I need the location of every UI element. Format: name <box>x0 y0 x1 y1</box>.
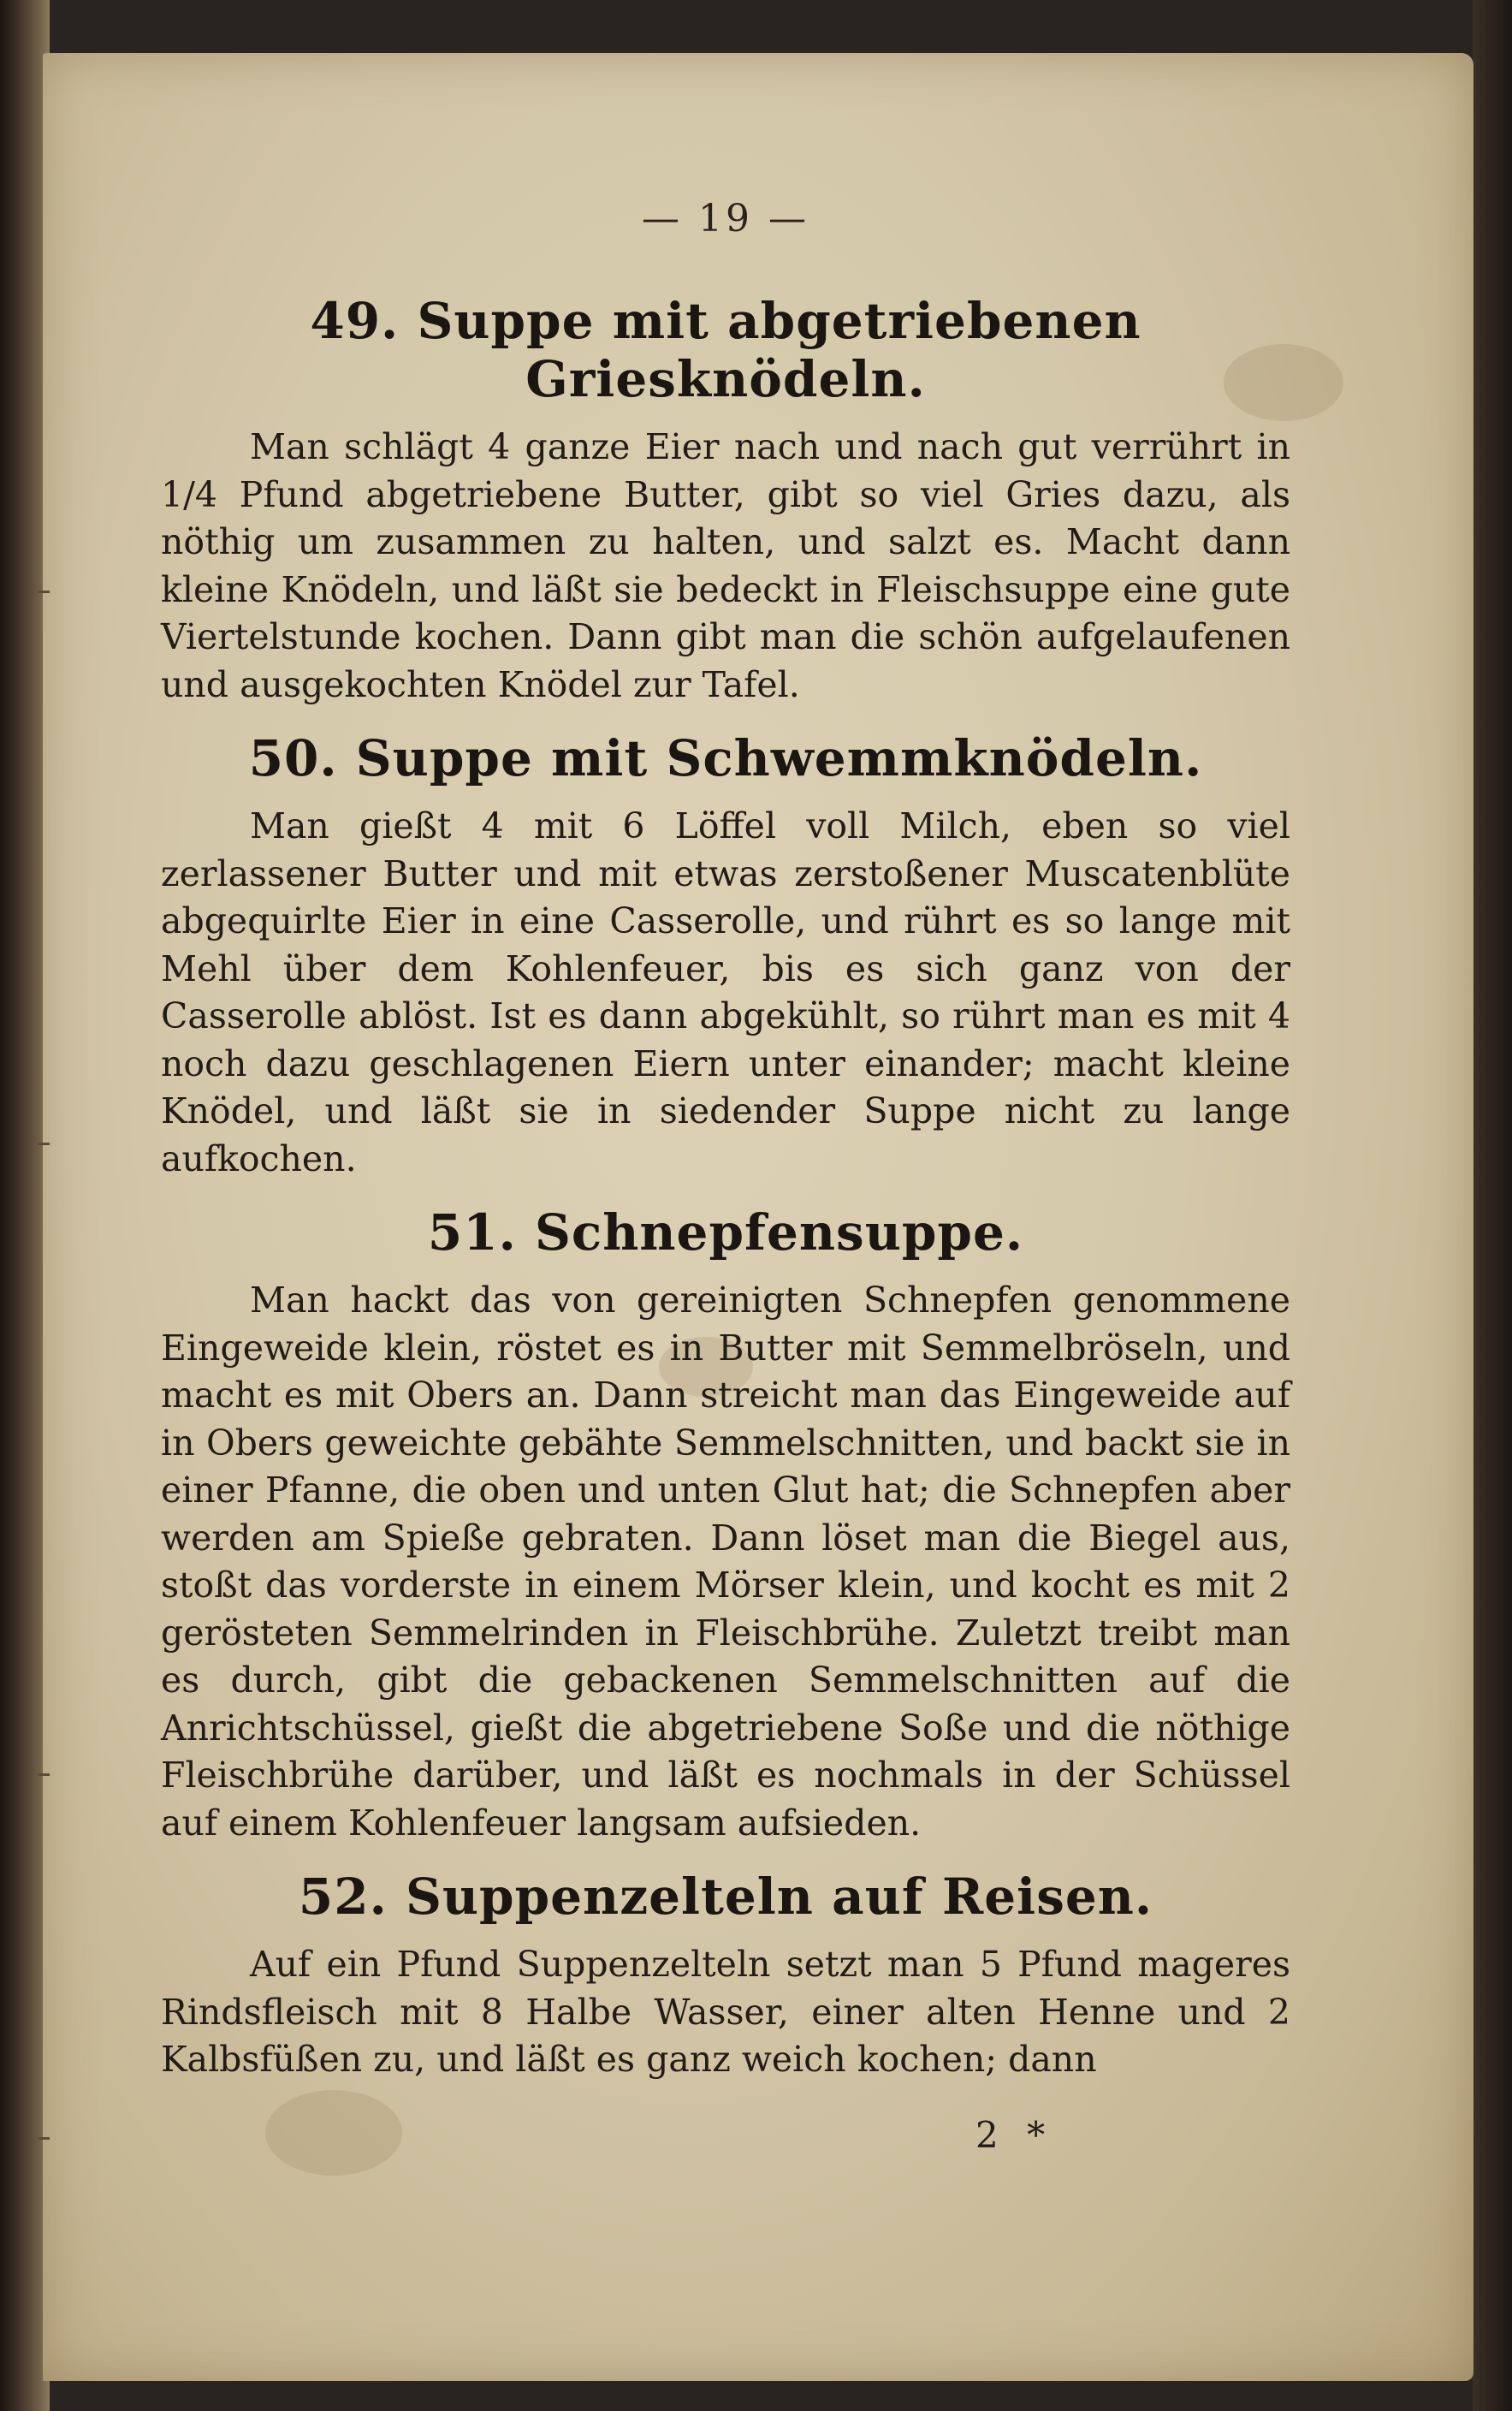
recipe-52 <box>161 1868 1290 2084</box>
margin-mark <box>38 591 50 593</box>
recipe-49 <box>161 292 1290 709</box>
page-edge-shadow <box>1473 0 1512 2411</box>
margin-mark <box>38 2137 50 2140</box>
recipe-body: Man schlägt 4 ganze Eier nach und nach gut verrührt in 1/4 Pfund abgetriebene Butter, gibt so viel Gries dazu, als nöthig um zusammen zu halten, und salzt es. Macht dann kleine Knödeln, und läßt sie bedeckt in Fleischsuppe eine gute Viertelstunde kochen. Dann gibt man die schön aufgelaufenen und ausgekochten Knödel zur Tafel. <box>161 426 1290 705</box>
recipe-body: Man gießt 4 mit 6 Löffel voll Milch, eben so viel zerlassener Butter und mit etwas zerstoßener Muscatenblüte abgequirlte Eier in eine Casserolle, und rührt es so lange mit Mehl über dem Kohlenfeuer, bis es sich ganz von der Casserolle ablöst. Ist es dann abgekühlt, so rührt man es mit 4 noch dazu geschlagenen Eiern unter einander; macht kleine Knödel, und läßt sie in siedender Suppe nicht zu lange aufkochen. <box>161 805 1290 1179</box>
recipe-body: Man hackt das von gereinigten Schnepfen genommene Eingeweide klein, röstet es in Butter mit Semmelbröseln, und macht es mit Obers an. Dann streicht man das Eingeweide auf in Obers geweichte gebähte Semmelschnitten, und backt sie in einer Pfanne, die oben und unten Glut hat; die Schnepfen aber werden am Spieße gebraten. Dann löset man die Biegel aus, stoßt das vorderste in einem Mörser klein, und kocht es mit 2 gerösteten Semmelrinden in Fleischbrühe. Zuletzt treibt man es durch, gibt die gebackenen Semmelschnitten auf die Anrichtschüssel, gießt die abgetriebene Soße und die nöthige Fleischbrühe darüber, und läßt es nochmals in der Schüssel auf einem Kohlenfeuer langsam aufsieden. <box>161 1280 1290 1844</box>
recipe-51 <box>161 1203 1290 1847</box>
recipe-50 <box>161 729 1290 1183</box>
recipe-title: 52. Suppenzelteln auf Reisen. <box>298 1868 1153 1926</box>
margin-mark <box>38 1773 50 1776</box>
sheet-signature-mark: 2 * <box>975 2114 1054 2156</box>
recipe-title: 50. Suppe mit Schwemmknödeln. <box>248 729 1203 787</box>
page-number: — 19 — <box>642 197 809 241</box>
recipe-body: Auf ein Pfund Suppenzelteln setzt man 5 Pfund mageres Rindsfleisch mit 8 Halbe Wasser, einer alten Henne und 2 Kalbsfüßen zu, und läßt es ganz weich kochen; dann <box>161 1944 1290 2080</box>
margin-mark <box>38 1143 50 1145</box>
recipe-title: 49. Suppe mit abgetriebenen Griesknödeln. <box>310 292 1141 408</box>
page-text <box>161 180 1290 2105</box>
recipe-title: 51. Schnepfensuppe. <box>427 1203 1024 1262</box>
